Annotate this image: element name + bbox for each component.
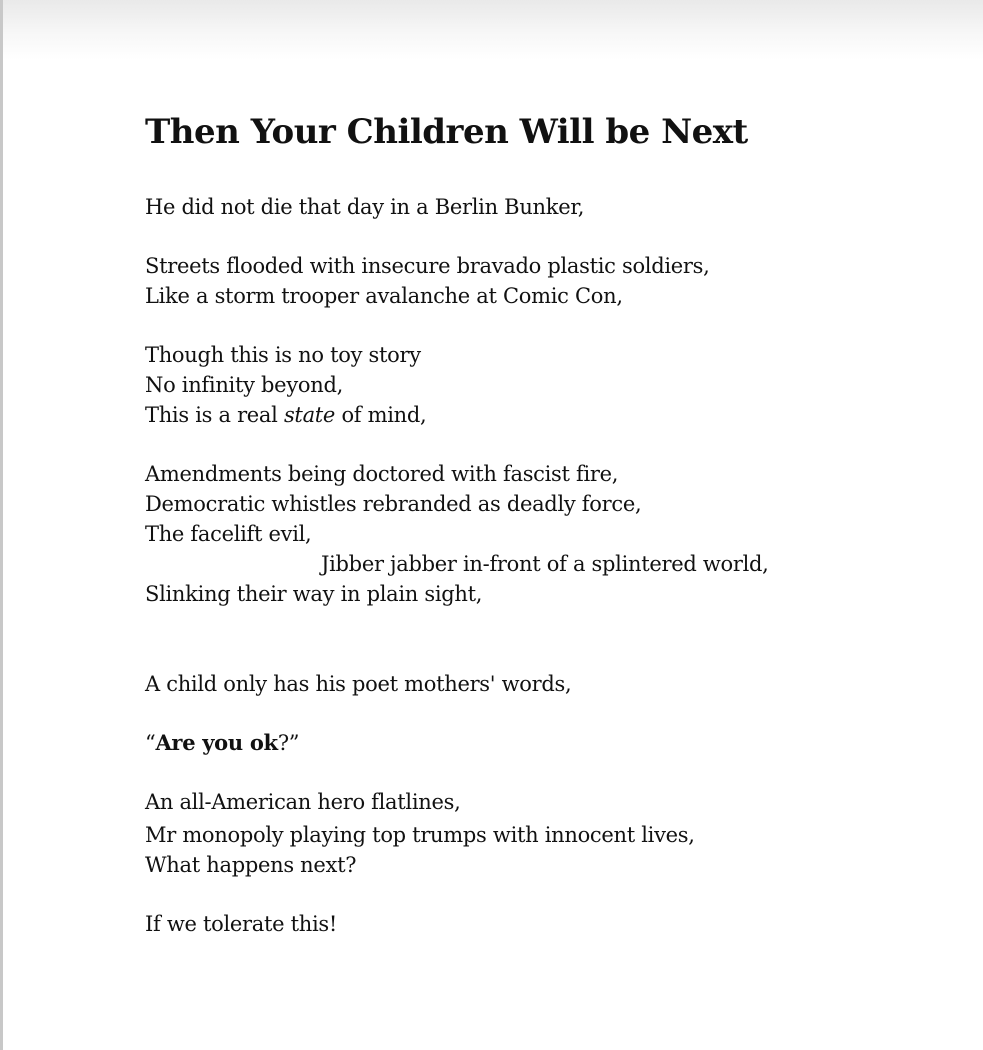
poem-line: Amendments being doctored with fascist fire, [145, 462, 619, 486]
poem-line-quote [145, 728, 945, 758]
poem-line: A child only has his poet mothers' words, [145, 672, 572, 696]
poem-line: Slinking their way in plain sight, [145, 582, 483, 606]
stanza-2 [145, 251, 945, 311]
stanza-6 [145, 728, 945, 758]
open-quote: “ [145, 731, 156, 755]
poem-line: If we tolerate this! [145, 912, 338, 936]
poem-line: He did not die that day in a Berlin Bunker, [145, 195, 585, 219]
stanza-3 [145, 340, 945, 430]
poem-line: Like a storm trooper avalanche at Comic Con, [145, 284, 623, 308]
stanza-1 [145, 192, 945, 222]
poem-line: Mr monopoly playing top trumps with innocent lives, [145, 823, 695, 847]
poem-line: An all-American hero flatlines, [145, 790, 461, 814]
page-top-shadow [3, 0, 983, 60]
poem-line-indented: Jibber jabber in-front of a splintered world, [321, 552, 769, 576]
poem-line: What happens next? [145, 853, 357, 877]
line-text: This is a real [145, 403, 284, 427]
poem-line: The facelift evil, [145, 522, 312, 546]
poem-line: Democratic whistles rebranded as deadly force, [145, 492, 642, 516]
poem-line: Though this is no toy story [145, 343, 421, 367]
stanza-8 [145, 909, 945, 939]
bold-phrase: Are you ok [155, 730, 278, 755]
italic-word: state [283, 403, 336, 427]
stanza-4 [145, 459, 945, 609]
poem-line [145, 400, 945, 430]
poem-content [145, 110, 945, 968]
stanza-5 [145, 669, 945, 699]
poem-line: No infinity beyond, [145, 373, 343, 397]
poem-line: Streets flooded with insecure bravado plastic soldiers, [145, 254, 710, 278]
poem-title: Then Your Children Will be Next [145, 112, 748, 152]
line-text: of mind, [335, 403, 427, 427]
stanza-7 [145, 787, 945, 880]
close-quote: ?” [277, 731, 300, 755]
